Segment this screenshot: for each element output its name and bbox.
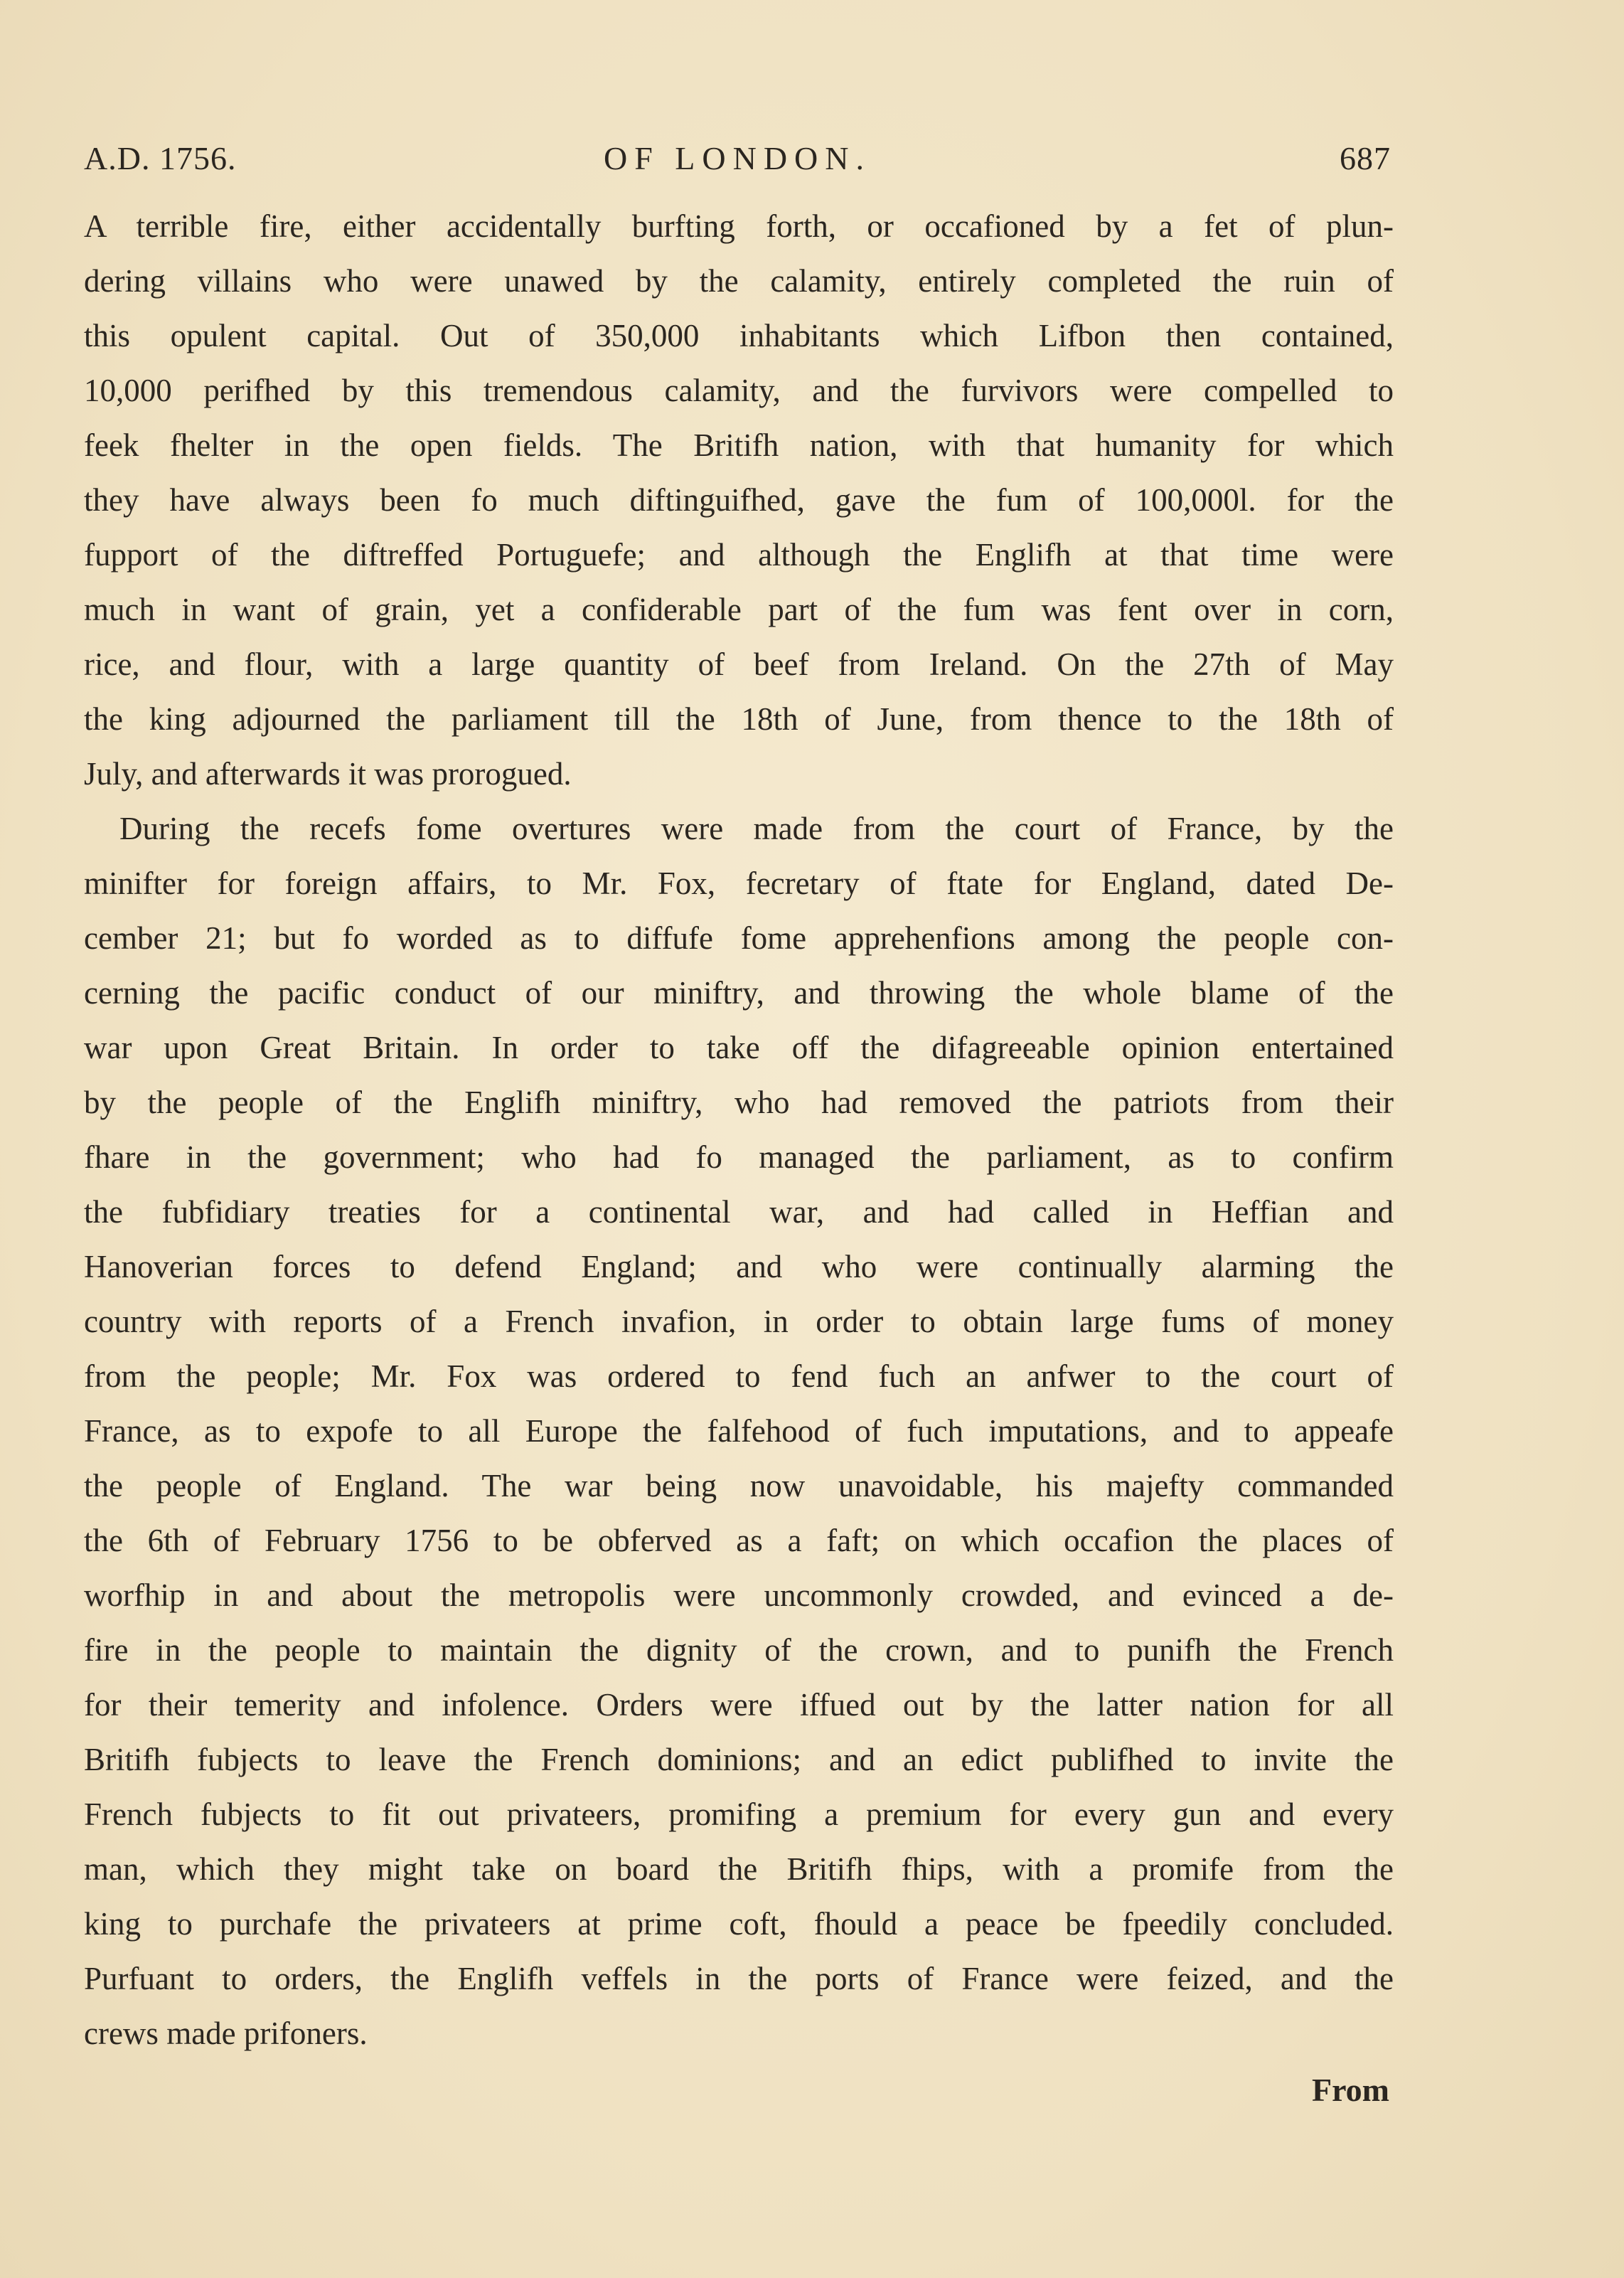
text-line: During the recefs fome overtures were made from the court of France, by the bbox=[119, 811, 1394, 846]
running-header bbox=[84, 139, 1391, 189]
header-title: OF LONDON. bbox=[604, 140, 871, 176]
text-line: France, as to expofe to all Europe the falfehood of fuch imputations, and to appeafe bbox=[84, 1413, 1394, 1449]
text-line: the fubfidiary treaties for a continental war, and had called in Heffian and bbox=[84, 1194, 1394, 1230]
text-line: by the people of the Englifh miniftry, who had removed the patriots from their bbox=[84, 1085, 1394, 1120]
text-line: French fubjects to fit out privateers, promifing a premium for every gun and every bbox=[84, 1797, 1394, 1832]
text-line: crews made prifoners. bbox=[84, 2016, 368, 2051]
text-line: cember 21; but fo worded as to diffufe fome apprehenfions among the people con- bbox=[84, 920, 1394, 956]
text-line: Purfuant to orders, the Englifh veffels in the ports of France were feized, and the bbox=[84, 1961, 1394, 1996]
text-line: this opulent capital. Out of 350,000 inhabitants which Lifbon then contained, bbox=[84, 318, 1394, 353]
text-line: king to purchafe the privateers at prime coft, fhould a peace be fpeedily concluded. bbox=[84, 1906, 1394, 1942]
text-line: rice, and flour, with a large quantity of beef from Ireland. On the 27th of May bbox=[84, 646, 1394, 682]
text-line: worfhip in and about the metropolis were uncommonly crowded, and evinced a de- bbox=[84, 1577, 1394, 1613]
text-line: cerning the pacific conduct of our miniftry, and throwing the whole blame of the bbox=[84, 975, 1394, 1011]
text-line: man, which they might take on board the Britifh fhips, with a promife from the bbox=[84, 1851, 1394, 1887]
text-line: fire in the people to maintain the dignity of the crown, and to punifh the French bbox=[84, 1632, 1394, 1668]
text-line: for their temerity and infolence. Orders were iffued out by the latter nation for all bbox=[84, 1687, 1394, 1723]
text-line: they have always been fo much diftinguifhed, gave the fum of 100,000l. for the bbox=[84, 482, 1394, 518]
text-line: the people of England. The war being now unavoidable, his majefty commanded bbox=[84, 1468, 1394, 1503]
text-line: feek fhelter in the open fields. The Britifh nation, with that humanity for which bbox=[84, 427, 1394, 463]
page-number: 687 bbox=[1340, 140, 1391, 176]
text-line: 10,000 perifhed by this tremendous calamity, and the furvivors were compelled to bbox=[84, 373, 1394, 408]
text-line: minifter for foreign affairs, to Mr. Fox, fecretary of ftate for England, dated De- bbox=[84, 866, 1394, 901]
text-line: Hanoverian forces to defend England; and who were continually alarming the bbox=[84, 1249, 1394, 1284]
text-line: fupport of the diftreffed Portuguefe; and although the Englifh at that time were bbox=[84, 537, 1394, 573]
text-line: the 6th of February 1756 to be obferved as a faft; on which occafion the places of bbox=[84, 1523, 1394, 1558]
catchword: From bbox=[1311, 2072, 1389, 2108]
text-line: Britifh fubjects to leave the French dominions; and an edict publifhed to invite the bbox=[84, 1742, 1394, 1777]
text-line: A terrible fire, either accidentally burfting forth, or occafioned by a fet of plun- bbox=[84, 208, 1394, 244]
text-line: war upon Great Britain. In order to take off the difagreeable opinion entertained bbox=[84, 1030, 1394, 1065]
body-text bbox=[84, 199, 1394, 2061]
text-line: the king adjourned the parliament till the 18th of June, from thence to the 18th of bbox=[84, 701, 1394, 737]
text-line: much in want of grain, yet a confiderable part of the fum was fent over in corn, bbox=[84, 592, 1394, 627]
text-line: fhare in the government; who had fo managed the parliament, as to confirm bbox=[84, 1139, 1394, 1175]
text-line: from the people; Mr. Fox was ordered to fend fuch an anfwer to the court of bbox=[84, 1358, 1394, 1394]
text-line: dering villains who were unawed by the calamity, entirely completed the ruin of bbox=[84, 263, 1394, 299]
text-line: July, and afterwards it was prorogued. bbox=[84, 756, 572, 792]
text-line: country with reports of a French invafion, in order to obtain large fums of money bbox=[84, 1304, 1394, 1339]
header-date: A.D. 1756. bbox=[84, 140, 237, 176]
